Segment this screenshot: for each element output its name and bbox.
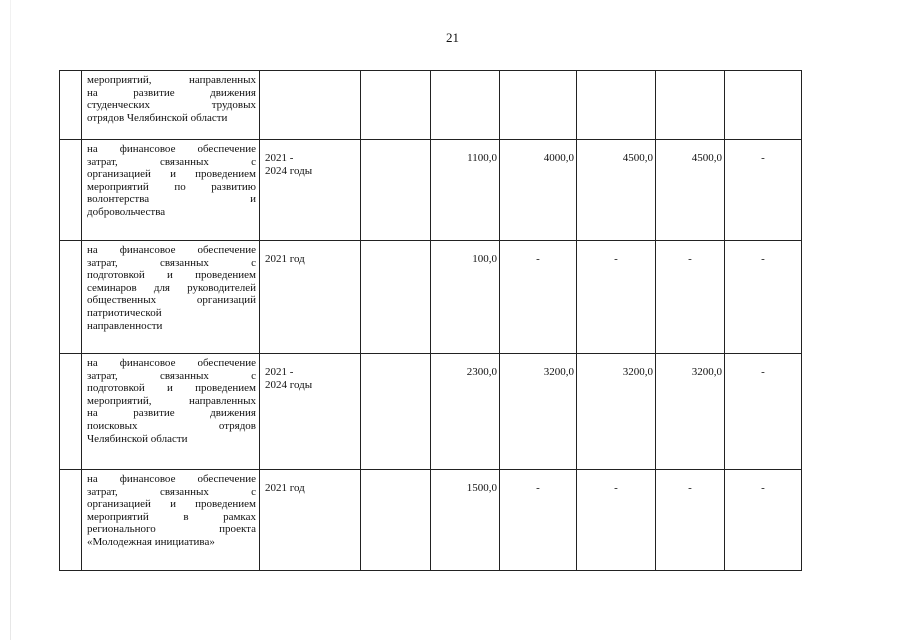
value-2021: 1500,0 [431, 470, 500, 571]
table-row [60, 470, 802, 571]
blank-cell [361, 470, 431, 571]
table-row [60, 71, 802, 140]
value-2024: 3200,0 [656, 354, 725, 470]
period-line: 2021 год [265, 482, 305, 494]
blank-cell [361, 241, 431, 354]
description-line: на финансовое обеспечение [87, 473, 256, 485]
description-line: затрат, связанных с [87, 155, 256, 168]
period-line: 2024 годы [265, 378, 313, 391]
description-line: направленности [87, 319, 163, 332]
period-line: 2021 - [265, 152, 294, 164]
description-line: поисковых отрядов [87, 419, 256, 432]
scan-edge [10, 0, 11, 640]
description-line: на развитие движения [87, 407, 256, 420]
value-2023: - [577, 241, 656, 354]
value-extra [725, 71, 802, 140]
value-extra: - [725, 354, 802, 470]
period-line: 2021 год [265, 253, 305, 265]
description-line: на развитие движения [87, 86, 256, 99]
description-line: отрядов Челябинской области [87, 111, 228, 124]
value-extra: - [725, 241, 802, 354]
table-row [60, 354, 802, 470]
left-column-rule [81, 70, 82, 570]
description-line: мероприятий в рамках [87, 510, 256, 523]
description-line: студенческих трудовых [87, 99, 256, 112]
description-line: мероприятий, направленных [87, 74, 256, 86]
description-line: семинаров для руководителей [87, 281, 256, 294]
value-2022 [500, 71, 577, 140]
value-extra: - [725, 470, 802, 571]
value-2021 [431, 71, 500, 140]
value-2024: - [656, 470, 725, 571]
period-cell [260, 241, 361, 354]
period-line: 2024 годы [265, 164, 313, 177]
value-2023: 4500,0 [577, 140, 656, 241]
value-2022: - [500, 241, 577, 354]
period-cell [260, 71, 361, 140]
description-line: волонтерства и [87, 193, 256, 206]
measure-description [60, 354, 260, 470]
period-line: 2021 - [265, 366, 294, 378]
blank-cell [361, 140, 431, 241]
measure-description [60, 71, 260, 140]
description-line: на финансовое обеспечение [87, 244, 256, 256]
value-2024: - [656, 241, 725, 354]
measure-description [60, 140, 260, 241]
value-2022: 3200,0 [500, 354, 577, 470]
description-line: подготовкой и проведением [87, 382, 256, 395]
table-row [60, 140, 802, 241]
description-line: организацией и проведением [87, 168, 256, 181]
value-2022: 4000,0 [500, 140, 577, 241]
value-2022: - [500, 470, 577, 571]
value-2021: 100,0 [431, 241, 500, 354]
description-line: добровольчества [87, 205, 166, 218]
description-line: мероприятий, направленных [87, 394, 256, 407]
description-line: на финансовое обеспечение [87, 357, 256, 369]
description-line: «Молодежная инициатива» [87, 535, 215, 548]
value-2023: - [577, 470, 656, 571]
description-line: затрат, связанных с [87, 256, 256, 269]
value-2024 [656, 71, 725, 140]
value-2023 [577, 71, 656, 140]
value-2024: 4500,0 [656, 140, 725, 241]
period-cell [260, 470, 361, 571]
blank-cell [361, 71, 431, 140]
period-cell [260, 140, 361, 241]
program-table [59, 70, 802, 571]
description-line: мероприятий по развитию [87, 180, 256, 193]
measure-description [60, 241, 260, 354]
description-line: патриотической [87, 306, 162, 319]
page-number: 21 [446, 30, 459, 45]
description-line: на финансовое обеспечение [87, 143, 256, 155]
value-2021: 2300,0 [431, 354, 500, 470]
description-line: затрат, связанных с [87, 485, 256, 498]
measure-description [60, 470, 260, 571]
value-2021: 1100,0 [431, 140, 500, 241]
description-line: подготовкой и проведением [87, 269, 256, 282]
table-row [60, 241, 802, 354]
value-2023: 3200,0 [577, 354, 656, 470]
description-line: регионального проекта [87, 523, 256, 536]
period-cell [260, 354, 361, 470]
description-line: затрат, связанных с [87, 369, 256, 382]
description-line: общественных организаций [87, 294, 256, 307]
description-line: организацией и проведением [87, 498, 256, 511]
blank-cell [361, 354, 431, 470]
value-extra: - [725, 140, 802, 241]
description-line: Челябинской области [87, 432, 188, 445]
